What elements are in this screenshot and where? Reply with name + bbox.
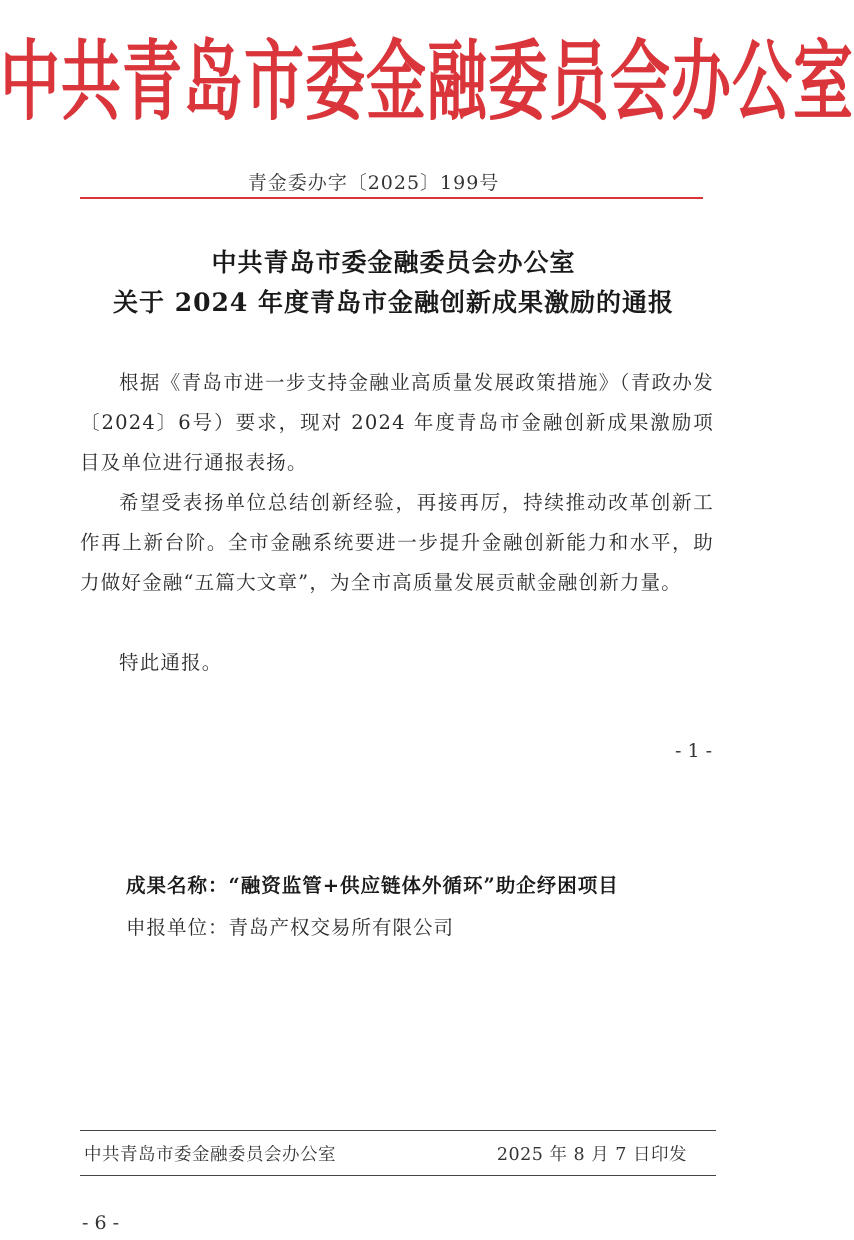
page-number-6: - 6 -: [82, 1212, 120, 1234]
document-number: 青金委办字〔2025〕199号: [247, 172, 500, 194]
body-paragraph-1: 根据《青岛市进一步支持金融业高质量发展政策措施》（青政办发〔2024〕6号）要求，现对 2024 年度青岛市金融创新成果激励项目及单位进行通报表扬。: [80, 371, 714, 474]
footer-rule-bottom: [80, 1175, 716, 1176]
page-number-1: - 1 -: [674, 740, 712, 762]
footer-issuer: 中共青岛市委金融委员会办公室: [84, 1145, 336, 1165]
notice-title-line2: 关于 2024 年度青岛市金融创新成果激励的通报: [113, 288, 674, 317]
applicant-unit: 申报单位：青岛产权交易所有限公司: [126, 916, 455, 939]
body-paragraph-2: 希望受表扬单位总结创新经验，再接再厉，持续推动改革创新工作再上新台阶。全市金融系统要进一步提升金融创新能力和水平，助力做好金融“五篇大文章”，为全市高质量发展贡献金融创新力量。: [80, 491, 714, 594]
result-name: 成果名称：“融资监管+供应链体外循环”助企纾困项目: [126, 874, 619, 897]
red-divider-line: [80, 197, 703, 199]
body-paragraph-3: 特此通报。: [119, 651, 223, 674]
letterhead-title: 中共青岛市委金融委员会办公室: [0, 31, 854, 134]
notice-title-line1: 中共青岛市委金融委员会办公室: [211, 248, 576, 277]
footer-print-date: 2025 年 8 月 7 日印发: [496, 1145, 687, 1165]
footer-rule-top: [80, 1130, 716, 1131]
